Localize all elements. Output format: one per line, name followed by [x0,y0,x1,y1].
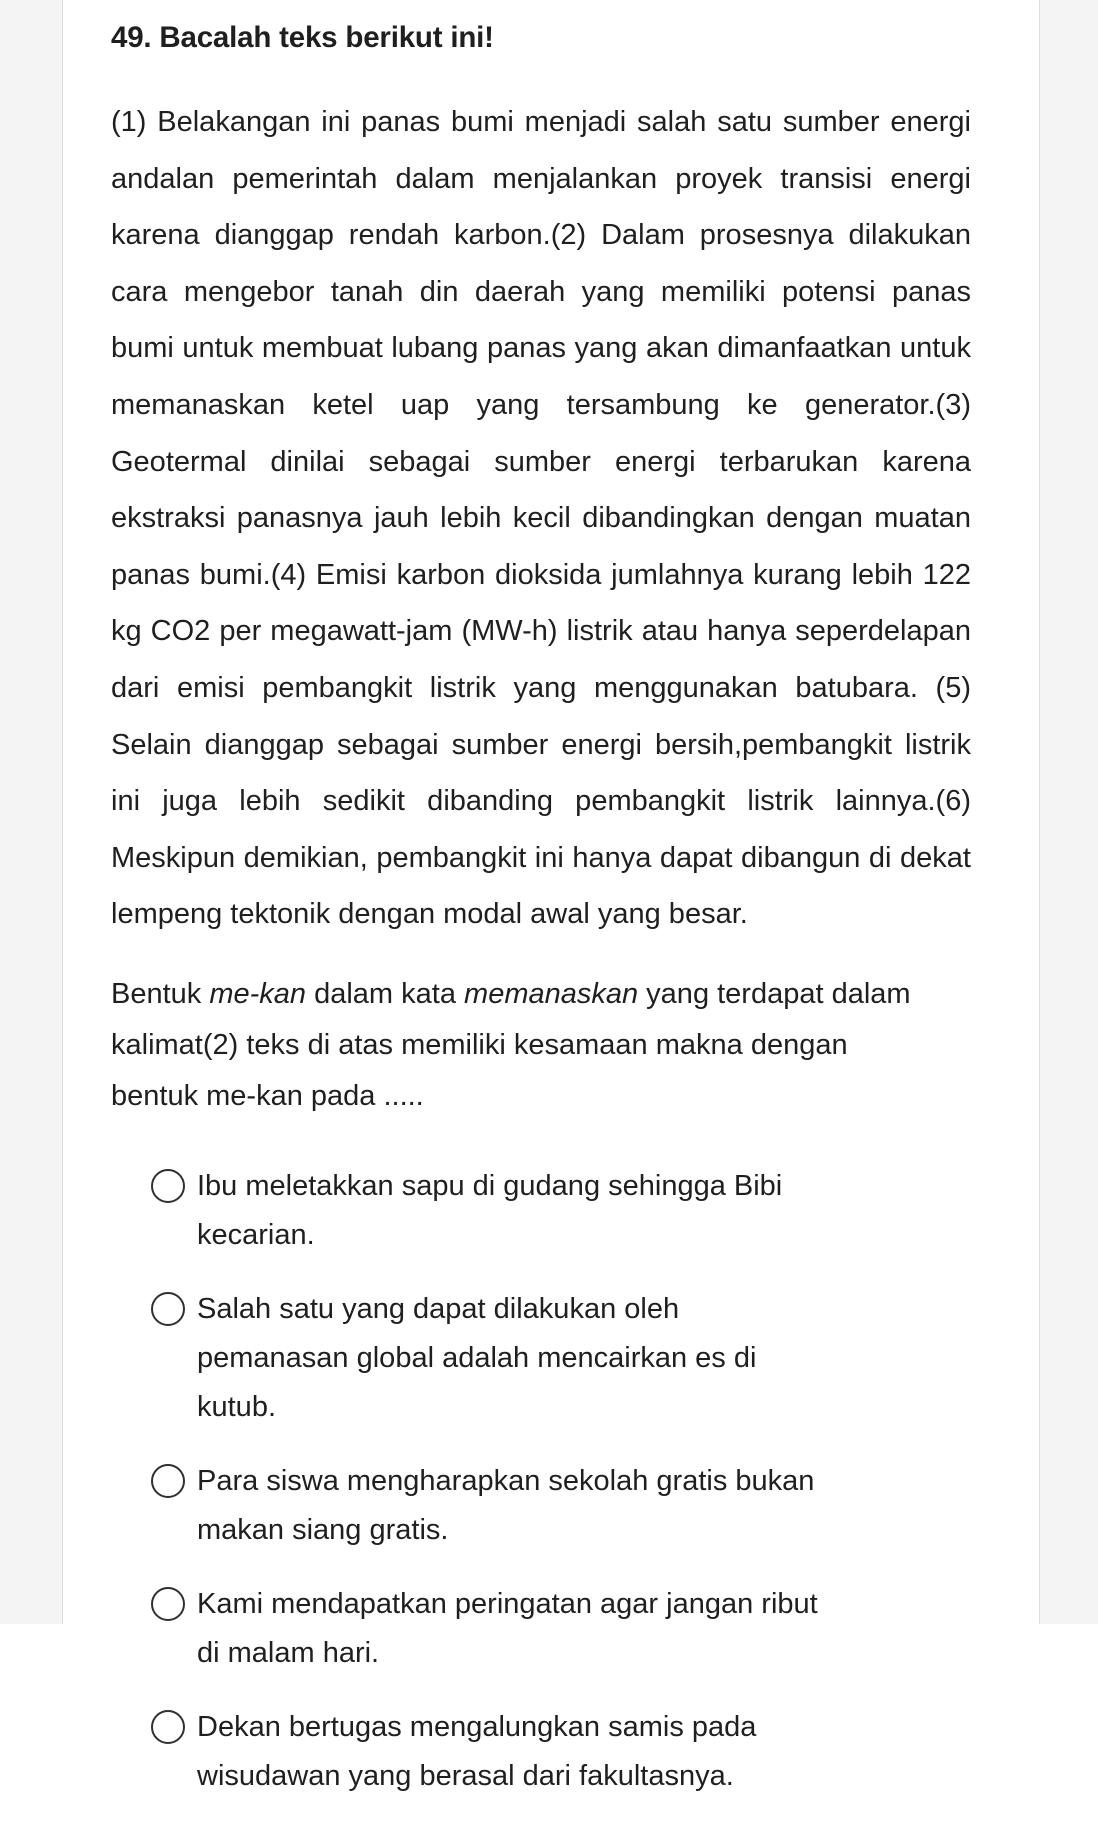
radio-button-icon[interactable] [151,1710,185,1744]
question-prompt [111,969,931,1122]
right-margin-panel [1039,0,1098,1624]
radio-button-icon[interactable] [151,1292,185,1326]
prompt-text-3: yang terdapat dalam kalimat(2) teks di atas memiliki kesamaan makna dengan bentuk me-kan pada ..... [111,977,911,1112]
answer-options [111,1162,971,1801]
prompt-text-1: Bentuk [111,977,210,1010]
question-card [111,0,971,1826]
answer-option-label: Ibu meletakkan sapu di gudang sehingga Bibi kecarian. [197,1169,783,1251]
answer-option-d[interactable] [111,1580,971,1678]
answer-option-label: Dekan bertugas mengalungkan samis pada wisudawan yang berasal dari fakultasnya. [197,1710,757,1792]
answer-option-label: Salah satu yang dapat dilakukan oleh pemanasan global adalah mencairkan es di kutub. [197,1292,757,1423]
prompt-emphasis-word: memanaskan [464,977,639,1010]
answer-option-b[interactable] [111,1285,971,1432]
left-margin-panel [0,0,63,1624]
radio-button-icon[interactable] [151,1464,185,1498]
reading-passage: (1) Belakangan ini panas bumi menjadi salah satu sumber energi andalan pemerintah dalam menjalankan proyek transisi energi karena dianggap rendah karbon.(2) Dalam prosesnya dilakukan cara mengebor tanah din daerah yang memiliki potensi panas bumi untuk membuat lubang panas yang akan dimanfaatkan untuk memanaskan ketel uap yang tersambung ke generator.(3) Geotermal dinilai sebagai sumber energi terbarukan karena ekstraksi panasnya jauh lebih kecil dibandingkan dengan muatan panas bumi.(4) Emisi karbon dioksida jumlahnya kurang lebih 122 kg CO2 per megawatt-jam (MW-h) listrik atau hanya seperdelapan dari emisi pembangkit listrik yang menggunakan batubara. (5) Selain dianggap sebagai sumber energi bersih,pembangkit listrik ini juga lebih sedikit dibanding pembangkit listrik lainnya.(6) Meskipun demikian, pembangkit ini hanya dapat dibangun di dekat lempeng tektonik dengan modal awal yang besar. [111,106,971,931]
prompt-emphasis-affix: me-kan [209,977,307,1010]
radio-button-icon[interactable] [151,1587,185,1621]
question-title: 49. Bacalah teks berikut ini! [111,21,494,54]
answer-option-c[interactable] [111,1457,971,1555]
answer-option-e[interactable] [111,1703,971,1801]
answer-option-label: Kami mendapatkan peringatan agar jangan ribut di malam hari. [197,1587,818,1669]
prompt-text-2: dalam kata [306,977,465,1010]
radio-button-icon[interactable] [151,1169,185,1203]
answer-option-label: Para siswa mengharapkan sekolah gratis bukan makan siang gratis. [197,1464,815,1546]
answer-option-a[interactable] [111,1162,971,1260]
